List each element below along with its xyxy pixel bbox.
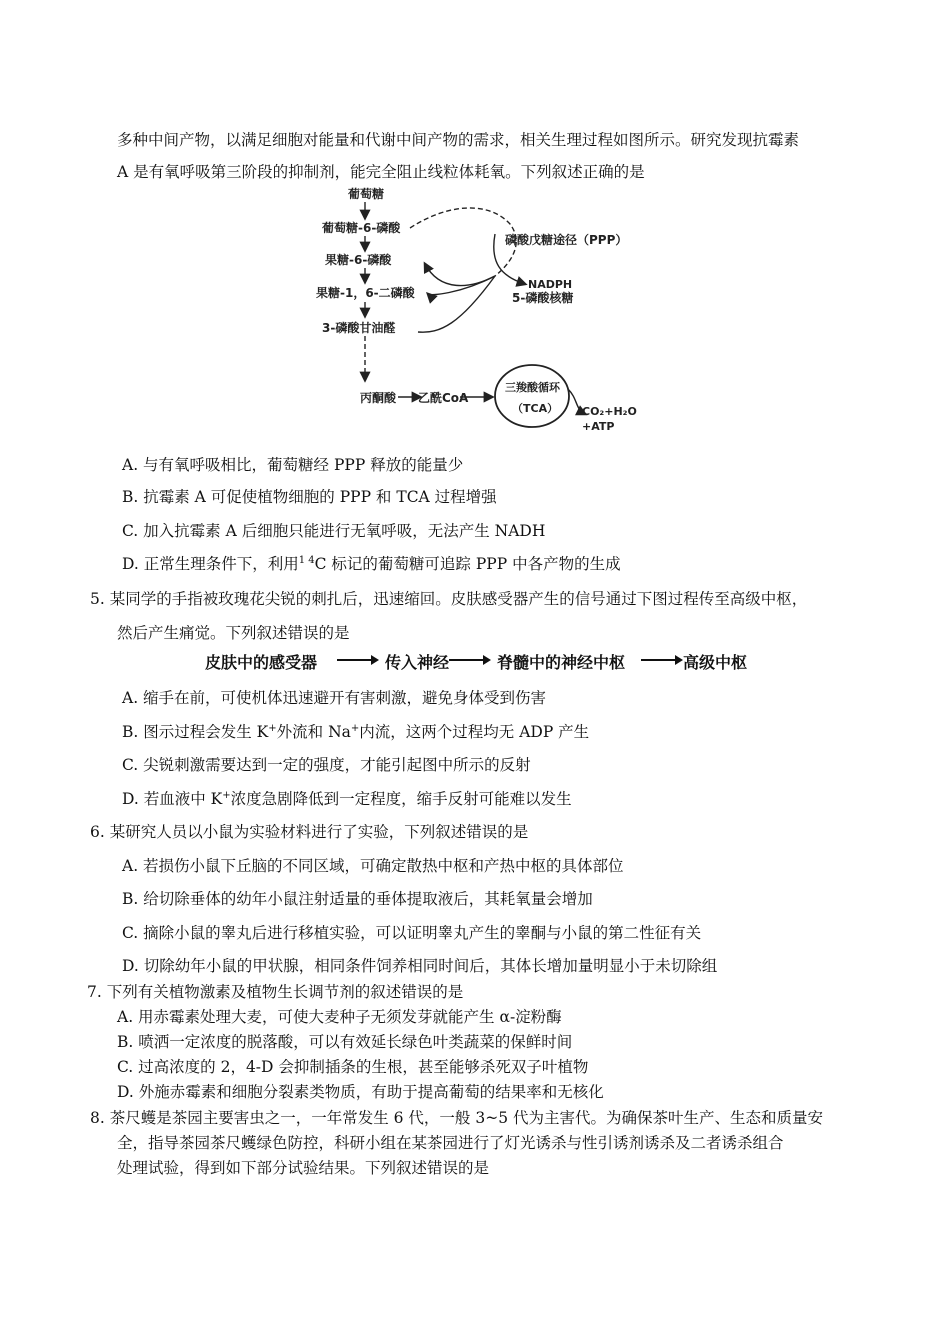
q5-option-a: A. 缩手在前，可使机体迅速避开有害刺激，避免身体受到伤害 bbox=[122, 689, 547, 707]
flow-step-receptor: 皮肤中的感受器 bbox=[205, 653, 318, 672]
q7-option-b: B. 喷洒一定浓度的脱落酸，可以有效延长绿色叶类蔬菜的保鲜时间 bbox=[117, 1033, 573, 1051]
tca-cycle-circle bbox=[495, 365, 569, 427]
label-r5p: 5-磷酸核糖 bbox=[512, 291, 574, 305]
flow-step-spinal: 脊髓中的神经中枢 bbox=[497, 653, 626, 672]
q4-option-d: D. 正常生理条件下，利用$^{1 4}$C 标记的葡萄糖可追踪 PPP 中各产物的生成 bbox=[122, 554, 621, 573]
q4-option-a: A. 与有氧呼吸相比，葡萄糖经 PPP 释放的能量少 bbox=[122, 456, 464, 474]
label-g6p: 葡萄糖-6-磷酸 bbox=[322, 221, 401, 235]
label-glucose: 葡萄糖 bbox=[348, 187, 385, 201]
label-tca-2: （TCA） bbox=[512, 402, 559, 415]
intro-line-1: 多种中间产物，以满足细胞对能量和代谢中间产物的需求，相关生理过程如图所示。研究发现抗霉素 bbox=[117, 131, 800, 149]
label-pyruvate: 丙酮酸 bbox=[360, 391, 397, 405]
ppp-curves bbox=[410, 208, 525, 332]
q5-option-b: B. 图示过程会发生 K+外流和 Na+内流，这两个过程均无 ADP 产生 bbox=[122, 722, 590, 741]
q4-option-c: C. 加入抗霉素 A 后细胞只能进行无氧呼吸，无法产生 NADH bbox=[122, 522, 546, 540]
flow-step-afferent: 传入神经 bbox=[385, 653, 450, 672]
label-f6p: 果糖-6-磷酸 bbox=[325, 253, 392, 267]
q6-option-b: B. 给切除垂体的幼年小鼠注射适量的垂体提取液后，其耗氧量会增加 bbox=[122, 890, 593, 908]
q8-line-2: 全，指导茶园茶尺蠖绿色防控，科研小组在某茶园进行了灯光诱杀与性引诱剂诱杀及二者诱杀组合 bbox=[117, 1134, 784, 1152]
label-g3p: 3-磷酸甘油醛 bbox=[322, 321, 396, 335]
label-output-1: CO₂+H₂O bbox=[582, 405, 637, 418]
label-tca-1: 三羧酸循环 bbox=[505, 381, 560, 394]
label-ppp: 磷酸戊糖途径（PPP） bbox=[505, 233, 628, 247]
intro-line-2: A 是有氧呼吸第三阶段的抑制剂，能完全阻止线粒体耗氧。下列叙述正确的是 bbox=[117, 163, 645, 181]
q7-option-a: A. 用赤霉素处理大麦，可使大麦种子无须发芽就能产生 α-淀粉酶 bbox=[117, 1008, 562, 1026]
q4-option-b: B. 抗霉素 A 可促使植物细胞的 PPP 和 TCA 过程增强 bbox=[122, 488, 497, 506]
q6-stem: 6. 某研究人员以小鼠为实验材料进行了实验，下列叙述错误的是 bbox=[90, 823, 529, 841]
q7-option-c: C. 过高浓度的 2，4-D 会抑制插条的生根，甚至能够杀死双子叶植物 bbox=[117, 1058, 589, 1076]
q8-line-1: 8. 茶尺蠖是茶园主要害虫之一，一年常发生 6 代，一般 3~5 代为主害代。为确保茶叶生产、生态和质量安 bbox=[90, 1109, 823, 1127]
q6-option-a: A. 若损伤小鼠下丘脑的不同区域，可确定散热中枢和产热中枢的具体部位 bbox=[122, 857, 624, 875]
metabolic-pathway-diagram bbox=[300, 184, 660, 436]
q6-option-d: D. 切除幼年小鼠的甲状腺，相同条件饲养相同时间后，其体长增加量明显小于未切除组 bbox=[122, 957, 718, 975]
q7-option-d: D. 外施赤霉素和细胞分裂素类物质，有助于提高葡萄的结果率和无核化 bbox=[117, 1083, 604, 1101]
q5-option-d: D. 若血液中 K+浓度急剧降低到一定程度，缩手反射可能难以发生 bbox=[122, 789, 572, 808]
q5-stem-2: 然后产生痛觉。下列叙述错误的是 bbox=[117, 624, 350, 642]
q7-stem: 7. 下列有关植物激素及植物生长调节剂的叙述错误的是 bbox=[87, 983, 464, 1001]
label-nadph: NADPH bbox=[528, 278, 573, 291]
label-acetylcoa: 乙酰CoA bbox=[418, 391, 469, 405]
q6-option-c: C. 摘除小鼠的睾丸后进行移植实验，可以证明睾丸产生的睾酮与小鼠的第二性征有关 bbox=[122, 924, 702, 942]
flow-step-higher-center: 高级中枢 bbox=[683, 653, 748, 672]
label-output-2: +ATP bbox=[582, 420, 615, 433]
q5-stem-1: 5. 某同学的手指被玫瑰花尖锐的刺扎后，迅速缩回。皮肤感受器产生的信号通过下图过程传至高级中枢， bbox=[90, 590, 808, 608]
q8-line-3: 处理试验，得到如下部分试验结果。下列叙述错误的是 bbox=[117, 1159, 490, 1177]
q5-option-c: C. 尖锐刺激需要达到一定的强度，才能引起图中所示的反射 bbox=[122, 756, 531, 774]
label-f16bp: 果糖-1，6-二磷酸 bbox=[316, 286, 415, 300]
reflex-flow-diagram bbox=[205, 648, 765, 672]
